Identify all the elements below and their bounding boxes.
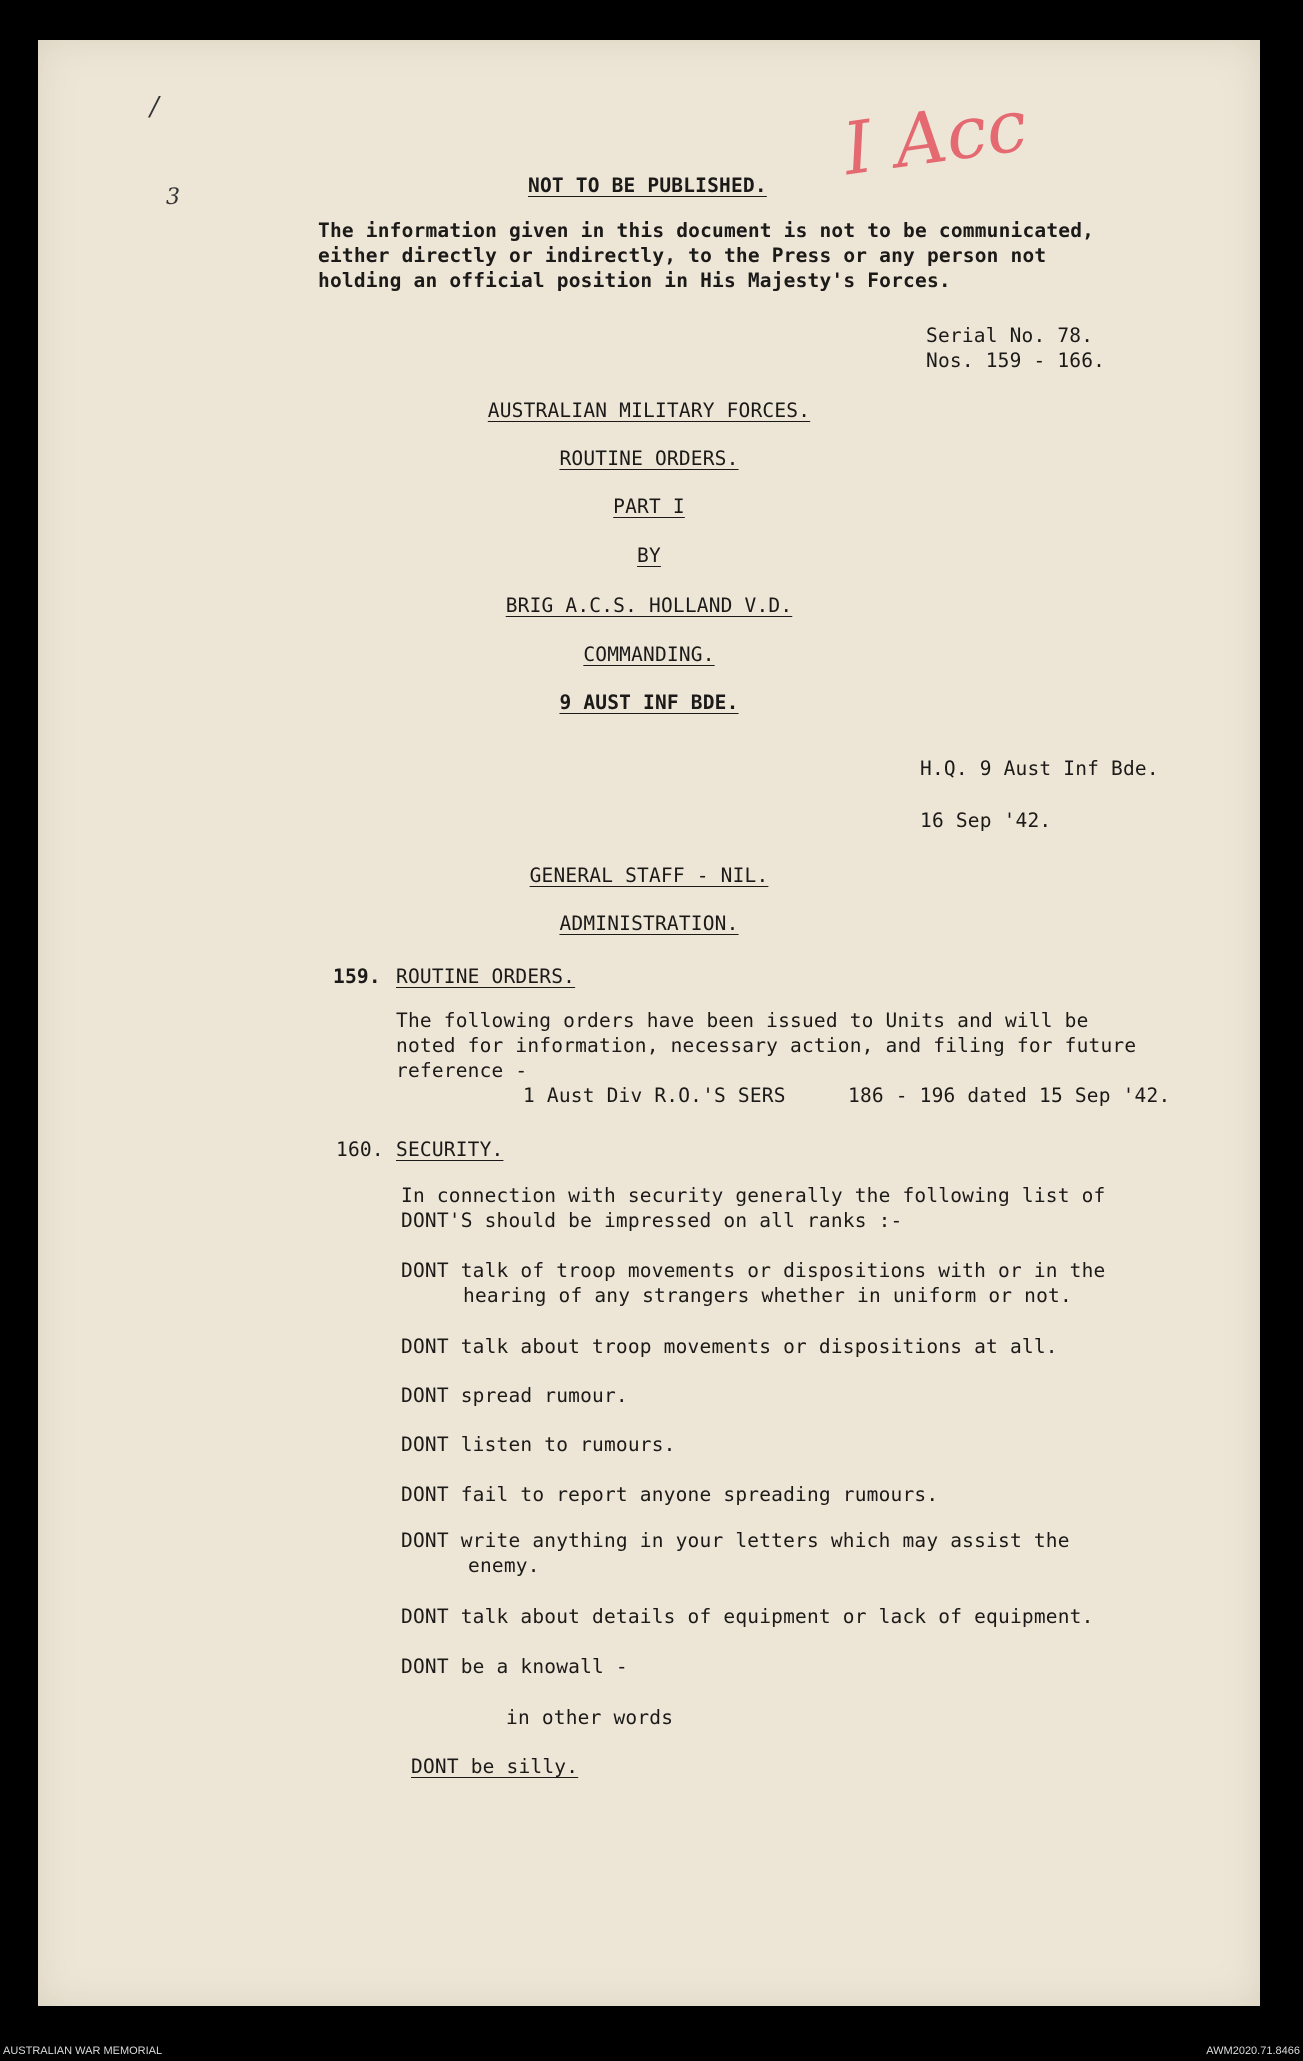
dont-item-continued: enemy. [468, 1554, 540, 1577]
serial-number: Serial No. 78. [926, 324, 1094, 347]
title-line: BRIG A.C.S. HOLLAND V.D. [505, 594, 793, 617]
dont-item: DONT listen to rumours. [401, 1433, 676, 1456]
section-heading: GENERAL STAFF - NIL. [529, 864, 769, 887]
notice-line: The information given in this document is not to be communicated, [318, 219, 1095, 242]
item-text: noted for information, necessary action, and filing for future [396, 1034, 1137, 1057]
item-reference: 186 - 196 dated 15 Sep '42. [848, 1084, 1171, 1107]
notice-line: either directly or indirectly, to the Press or any person not [318, 244, 1047, 267]
item-text: reference - [396, 1059, 528, 1082]
title-line: BY [637, 544, 661, 567]
in-other-words: in other words [506, 1706, 674, 1729]
title-line: 9 AUST INF BDE. [559, 691, 739, 714]
footer-left: AUSTRALIAN WAR MEMORIAL [3, 2045, 163, 2057]
ink-mark: 3 [166, 185, 180, 210]
dont-item: DONT talk of troop movements or dispositions with or in the [401, 1259, 1106, 1282]
notice-line: holding an official position in His Majesty's Forces. [318, 269, 951, 292]
final-dont: DONT be silly. [411, 1755, 579, 1778]
item-number: 159. [333, 965, 381, 988]
item-heading: SECURITY. [396, 1138, 504, 1161]
title-line: ROUTINE ORDERS. [559, 447, 739, 470]
title-line: AUSTRALIAN MILITARY FORCES. [487, 399, 811, 422]
dont-item: DONT fail to report anyone spreading rumours. [401, 1483, 939, 1506]
dont-item-continued: hearing of any strangers whether in uniform or not. [463, 1284, 1072, 1307]
item-text: In connection with security generally the following list of [401, 1184, 1106, 1207]
item-reference: 1 Aust Div R.O.'S SERS [523, 1084, 786, 1107]
dont-item: DONT talk about details of equipment or lack of equipment. [401, 1605, 1094, 1628]
ink-mark: / [150, 92, 159, 122]
item-heading: ROUTINE ORDERS. [396, 965, 576, 988]
section-heading: ADMINISTRATION. [559, 912, 739, 935]
footer-right: AWM2020.71.8466 [1206, 2045, 1300, 2057]
item-text: The following orders have been issued to Units and will be [396, 1009, 1089, 1032]
restriction-title: NOT TO BE PUBLISHED. [528, 174, 767, 197]
item-text: DONT'S should be impressed on all ranks :- [401, 1209, 903, 1232]
title-line: PART I [613, 495, 685, 518]
handwritten-note: I Acc [838, 82, 1032, 192]
dont-item: DONT write anything in your letters which may assist the [401, 1529, 1070, 1552]
order-numbers: Nos. 159 - 166. [926, 349, 1106, 372]
hq-date: 16 Sep '42. [920, 809, 1052, 832]
item-number: 160. [336, 1138, 384, 1161]
dont-item: DONT spread rumour. [401, 1384, 628, 1407]
dont-item: DONT be a knowall - [401, 1655, 628, 1678]
dont-item: DONT talk about troop movements or dispositions at all. [401, 1335, 1058, 1358]
document-page [38, 40, 1260, 2006]
title-line: COMMANDING. [583, 643, 715, 666]
hq-location: H.Q. 9 Aust Inf Bde. [920, 757, 1159, 780]
